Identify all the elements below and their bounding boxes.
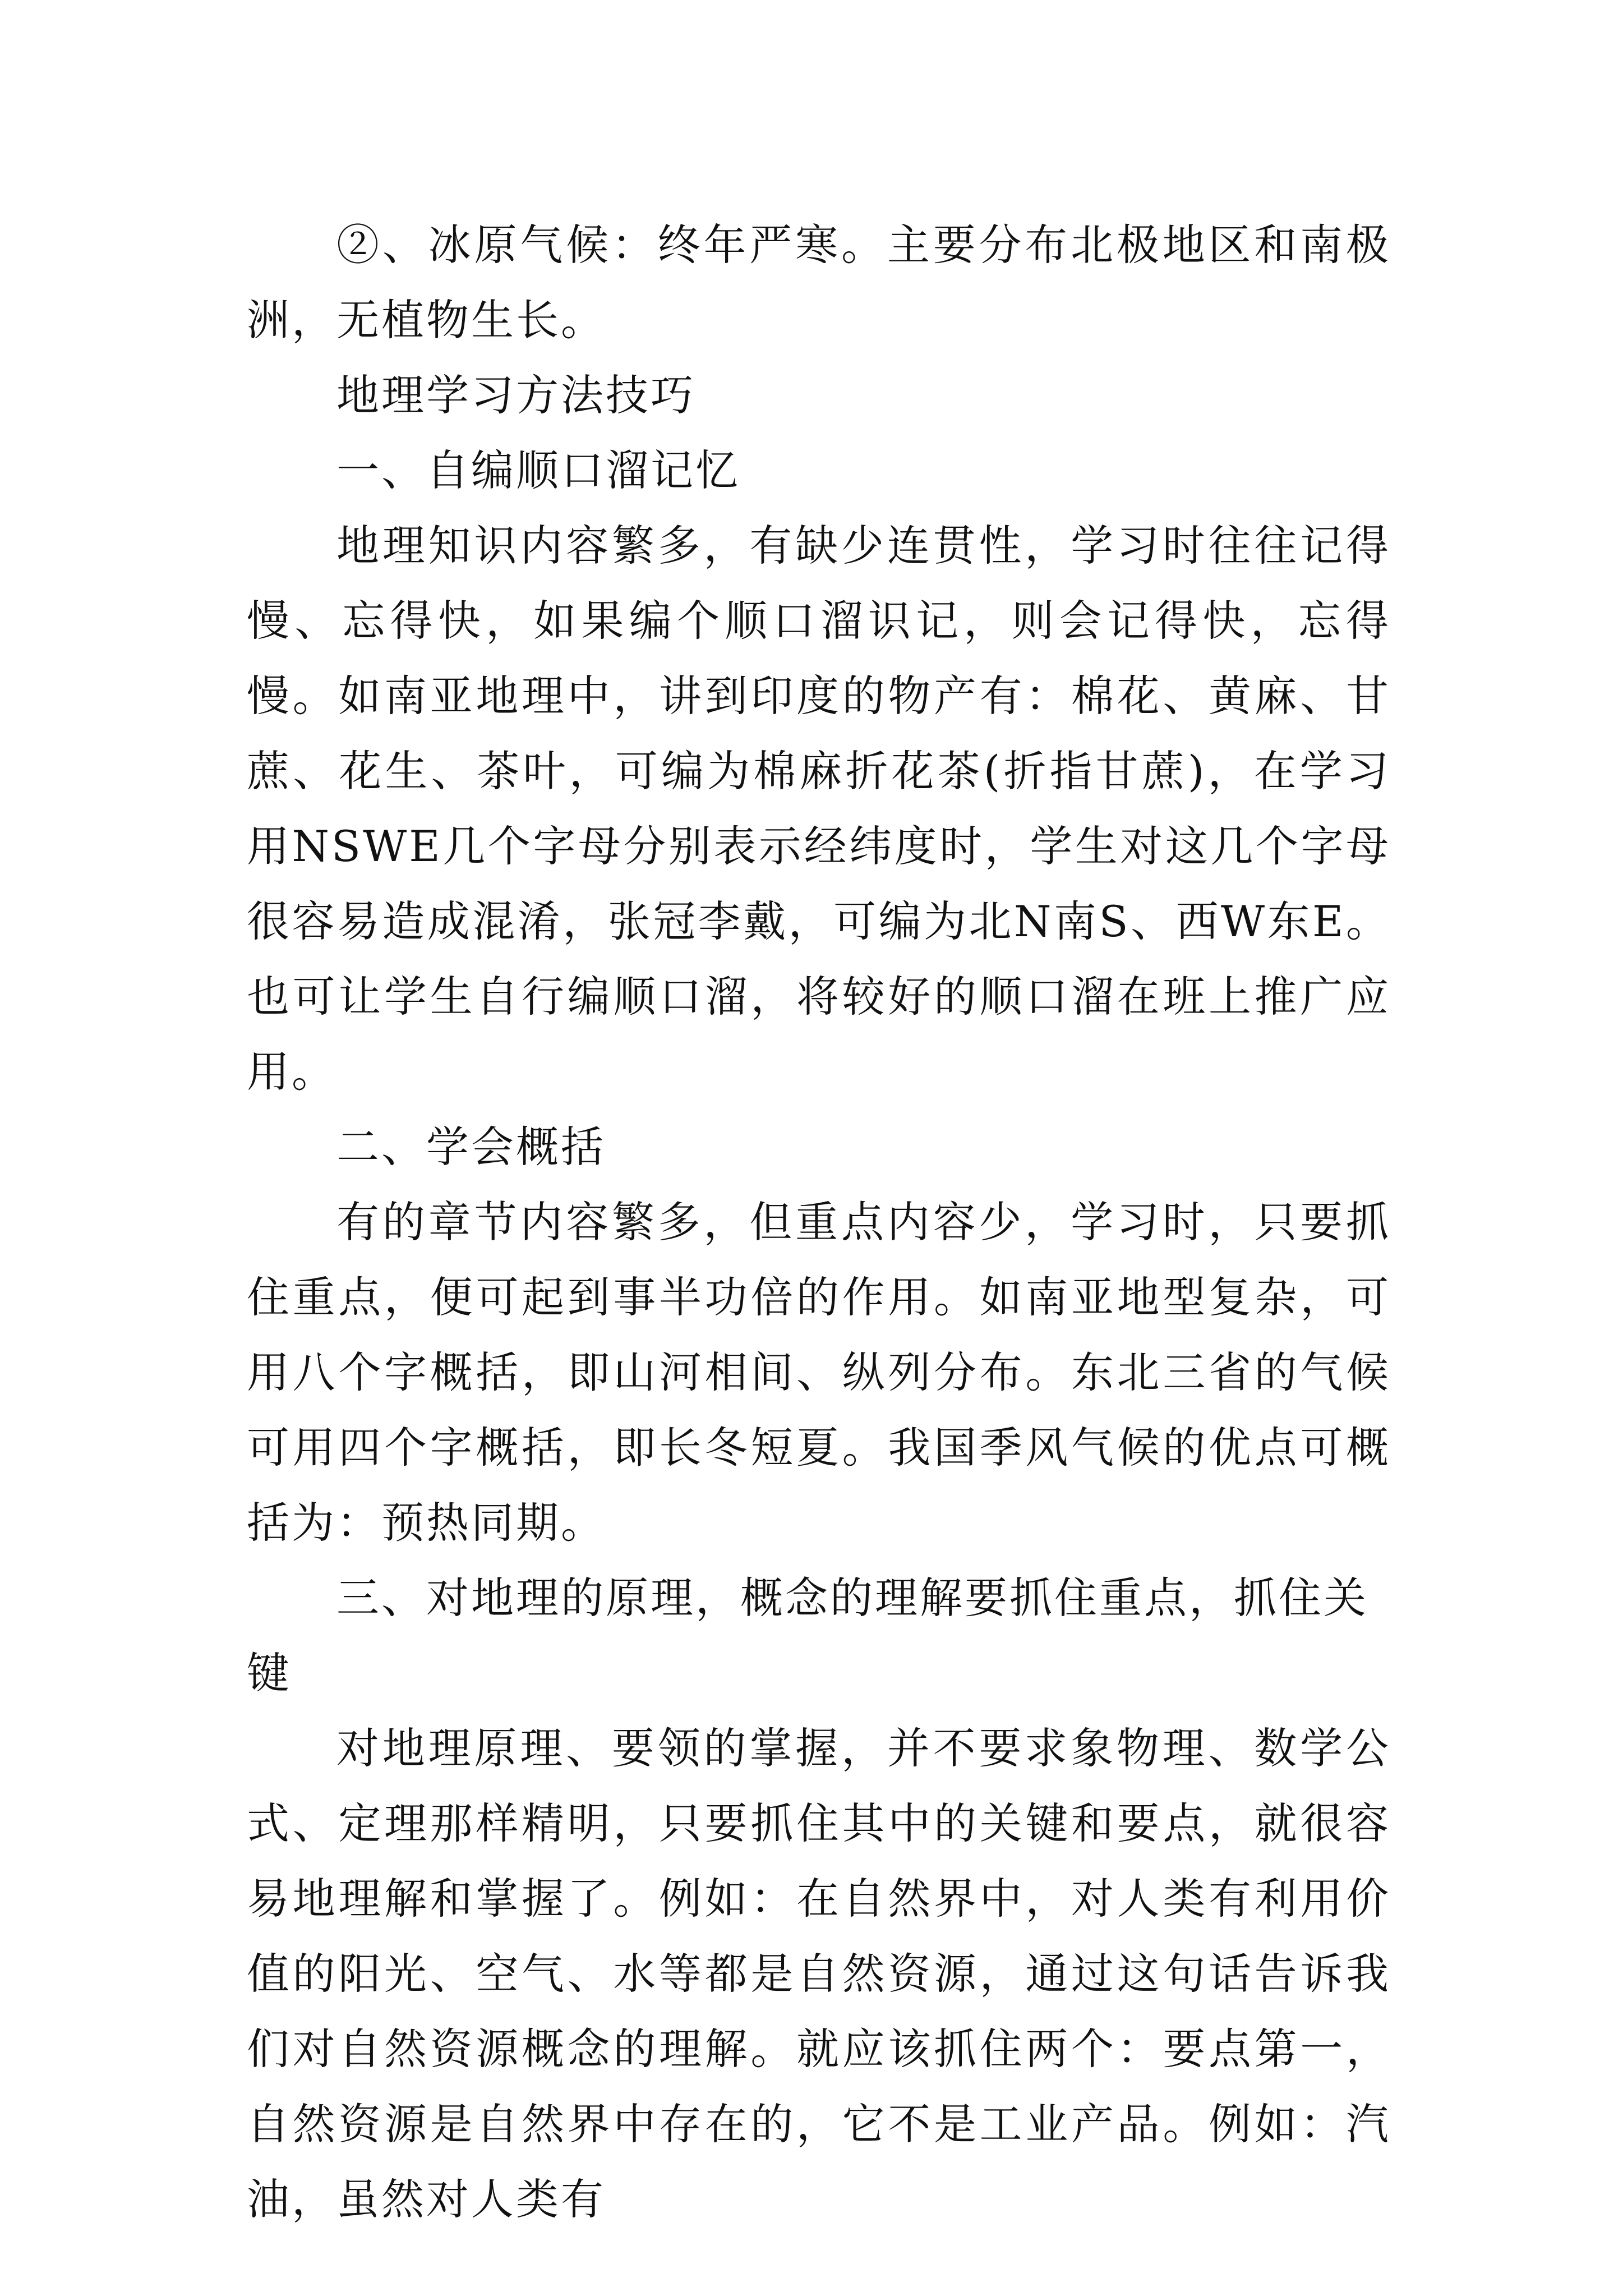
heading-mnemonic: 一、自编顺口溜记忆 xyxy=(336,445,740,495)
heading-summarize: 二、学会概括 xyxy=(336,1122,606,1172)
heading-principles: 三、对地理的原理，概念的理解要抓住重点，抓住关键 xyxy=(247,1573,1368,1698)
section-title-methods: 地理学习方法技巧 xyxy=(336,370,695,420)
document-body xyxy=(247,208,1391,2237)
paragraph-summarize: 有的章节内容繁多，但重点内容少，学习时，只要抓住重点，便可起到事半功倍的作用。如南亚地型复杂，可用八个字概括，即山河相间、纵列分布。东北三省的气候可用四个字概括，即长冬短夏。我国季风气候的优点可概括为：预热同期。 xyxy=(247,1197,1391,1548)
paragraph-mnemonic: 地理知识内容繁多，有缺少连贯性，学习时往往记得慢、忘得快，如果编个顺口溜识记，则会记得快，忘得慢。如南亚地理中，讲到印度的物产有：棉花、黄麻、甘蔗、花生、茶叶，可编为棉麻折花茶(折指甘蔗)，在学习用NSWE几个字母分别表示经纬度时，学生对这几个字母很容易造成混淆，张冠李戴，可编为北N南S、西W东E。也可让学生自行编顺口溜，将较好的顺口溜在班上推广应用。 xyxy=(247,521,1391,1097)
paragraph-ice-climate: ②、冰原气候：终年严寒。主要分布北极地区和南极洲，无植物生长。 xyxy=(247,220,1391,345)
paragraph-principles: 对地理原理、要领的掌握，并不要求象物理、数学公式、定理那样精明，只要抓住其中的关键和要点，就很容易地理解和掌握了。例如：在自然界中，对人类有利用价值的阳光、空气、水等都是自然资源，通过这句话告诉我们对自然资源概念的理解。就应该抓住两个：要点第一，自然资源是自然界中存在的，它不是工业产品。例如：汽油，虽然对人类有 xyxy=(247,1723,1391,2224)
